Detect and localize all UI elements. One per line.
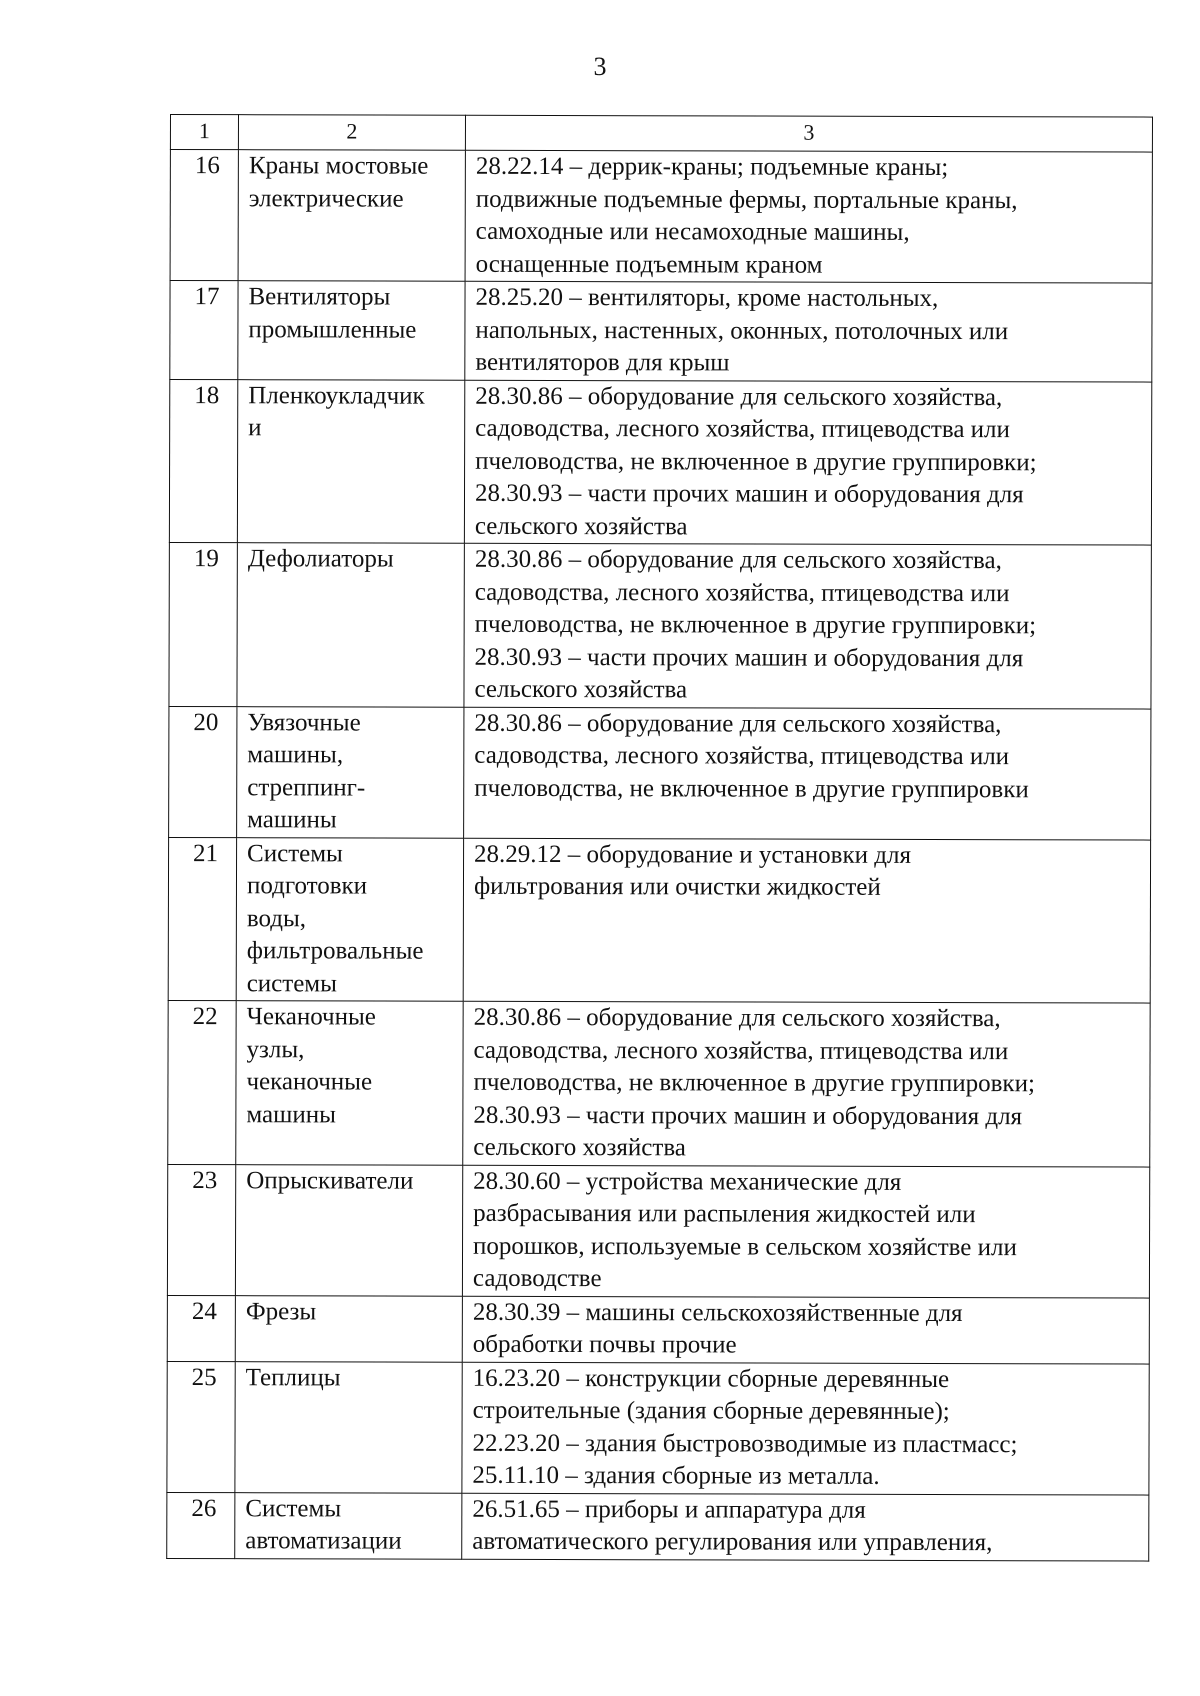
equipment-name [237, 543, 464, 707]
header-row [170, 115, 1152, 153]
table-row [167, 1295, 1149, 1364]
okpd-description [464, 380, 1151, 545]
okpd-description [465, 281, 1152, 381]
table-row [169, 706, 1151, 840]
okpd-description-line: пчеловодства, не включенное в другие группировки; [475, 447, 1037, 476]
okpd-description-line: оснащенные подъемным краном [475, 250, 823, 279]
equipment-name-line: электрические [248, 184, 404, 213]
okpd-description-line: 28.30.39 – машины сельскохозяйственные для [472, 1298, 963, 1327]
equipment-name-line: узлы, [246, 1035, 305, 1063]
okpd-description-line: сельского хозяйства [474, 675, 688, 704]
okpd-description-line: 22.23.20 – здания быстровозводимые из пластмасс; [472, 1429, 1018, 1458]
row-number [169, 379, 237, 543]
okpd-description-line: напольных, настенных, оконных, потолочных или [475, 316, 1009, 345]
okpd-description-line: разбрасывания или распыления жидкостей или [473, 1199, 976, 1229]
equipment-name [236, 1001, 463, 1165]
okpd-description-line: 26.51.65 – приборы и аппаратура для [472, 1495, 866, 1524]
equipment-name-line: Вентиляторы [248, 283, 391, 311]
table-body [167, 150, 1153, 1561]
row-number [168, 1000, 236, 1164]
column-header-number: 1 [170, 115, 238, 150]
okpd-description-line: 28.25.20 – вентиляторы, кроме настольных, [475, 283, 939, 313]
okpd-description-line: 28.29.12 – оборудование и установки для [474, 840, 912, 869]
okpd-description-line: фильтрования или очистки жидкостей [473, 872, 881, 901]
equipment-name-line: машины [246, 1100, 336, 1128]
okpd-description-line: 28.30.86 – оборудование для сельского хозяйства, [475, 382, 1003, 411]
row-number-text: 25 [191, 1363, 217, 1391]
equipment-name-line: и [248, 414, 262, 442]
equipment-name-line: автоматизации [245, 1527, 402, 1555]
row-number [167, 1164, 235, 1295]
okpd-description-line: пчеловодства, не включенное в другие группировки; [473, 1068, 1035, 1098]
row-number-text: 22 [192, 1003, 218, 1031]
okpd-description [462, 1165, 1149, 1298]
okpd-description [463, 838, 1150, 1003]
row-number [170, 150, 238, 281]
row-number-text: 19 [193, 545, 219, 573]
equipment-name [235, 1361, 462, 1493]
equipment-name-line: Системы [247, 839, 343, 867]
equipment-name [235, 1295, 462, 1362]
table-row [167, 1164, 1149, 1298]
table-row [167, 1361, 1149, 1495]
table-row [168, 837, 1150, 1003]
okpd-description [462, 1296, 1149, 1364]
okpd-description-line: садоводства, лесного хозяйства, птицеводства или [475, 414, 1010, 444]
okpd-description-line: обработки почвы прочие [472, 1330, 737, 1359]
okpd-description-line: 28.30.93 – части прочих машин и оборудования для [474, 479, 1024, 509]
page-number: 3 [593, 52, 607, 81]
equipment-name-line: Краны мостовые [248, 152, 429, 180]
okpd-description-line: 28.30.86 – оборудование для сельского хозяйства, [474, 545, 1002, 575]
okpd-description-line: 28.30.93 – части прочих машин и оборудования для [473, 1101, 1023, 1130]
equipment-name [235, 1492, 462, 1559]
equipment-name-line: Теплицы [245, 1363, 341, 1391]
okpd-description [464, 543, 1151, 708]
row-number-text: 20 [193, 708, 219, 736]
equipment-name [236, 837, 463, 1001]
okpd-description-line: 28.30.60 – устройства механические для [473, 1167, 902, 1196]
row-number-text: 18 [194, 381, 220, 409]
okpd-description-line: порошков, используемые в сельском хозяйстве или [473, 1232, 1017, 1261]
okpd-description [463, 1001, 1150, 1166]
okpd-description [465, 150, 1152, 283]
okpd-description-line: сельского хозяйства [474, 512, 688, 540]
equipment-name-line: машины, [247, 741, 344, 769]
equipment-name-line: машины [247, 806, 337, 834]
equipment-table [166, 114, 1153, 1561]
okpd-description-line: самоходные или несамоходные машины, [475, 217, 910, 246]
equipment-name-line: Чеканочные [246, 1003, 376, 1031]
okpd-description [464, 707, 1151, 840]
okpd-description [462, 1493, 1149, 1561]
okpd-description-line: 28.30.93 – части прочих машин и оборудования для [474, 643, 1024, 672]
okpd-description-line: автоматического регулирования или управления, [472, 1527, 993, 1557]
row-number [167, 1295, 235, 1361]
equipment-name-line: Системы [245, 1494, 342, 1522]
okpd-description-line: сельского хозяйства [473, 1133, 686, 1162]
equipment-name [238, 281, 465, 380]
equipment-name-line: стреппинг- [247, 773, 366, 802]
okpd-description [462, 1362, 1149, 1495]
okpd-description-line: садоводстве [472, 1264, 602, 1293]
equipment-name [235, 1164, 462, 1296]
row-number [167, 1492, 235, 1558]
equipment-name [237, 379, 464, 543]
okpd-description-line: 28.30.86 – оборудование для сельского хозяйства, [473, 1003, 1001, 1033]
table-header [170, 115, 1152, 153]
row-number-text: 16 [194, 152, 220, 180]
column-header-code: 3 [465, 115, 1152, 152]
okpd-description-line: садоводства, лесного хозяйства, птицеводства или [474, 741, 1010, 771]
row-number [168, 837, 236, 1001]
table-row [169, 542, 1151, 708]
row-number-text: 24 [191, 1297, 217, 1325]
equipment-name-line: Дефолиаторы [247, 545, 394, 573]
equipment-name-line: подготовки [246, 872, 368, 900]
equipment-name-line: Опрыскиватели [246, 1166, 414, 1195]
okpd-description-line: подвижные подъемные фермы, портальные краны, [475, 185, 1018, 214]
okpd-description-line: пчеловодства, не включенное в другие группировки; [474, 610, 1037, 640]
row-number-text: 21 [193, 839, 219, 867]
okpd-description-line: пчеловодства, не включенное в другие группировки [474, 774, 1029, 803]
equipment-name-line: чеканочные [246, 1068, 373, 1096]
equipment-name [237, 706, 464, 838]
row-number [170, 281, 238, 380]
row-number [167, 1361, 235, 1492]
okpd-description-line: садоводства, лесного хозяйства, птицеводства или [474, 578, 1010, 607]
equipment-name-line: воды, [246, 904, 307, 932]
okpd-description-line: вентиляторов для крыш [475, 348, 730, 377]
table-row [168, 1000, 1150, 1166]
equipment-name-line: Увязочные [247, 708, 361, 737]
okpd-description-line: садоводства, лесного хозяйства, птицеводства или [473, 1036, 1009, 1065]
equipment-name-line: системы [246, 969, 337, 997]
okpd-description-line: 16.23.20 – конструкции сборные деревянные [472, 1364, 950, 1393]
equipment-name-line: Пленкоукладчик [248, 381, 425, 410]
column-header-name: 2 [238, 115, 465, 151]
equipment-name-line: промышленные [248, 315, 417, 344]
table-row [169, 379, 1151, 545]
row-number-text: 23 [192, 1166, 218, 1194]
row-number [169, 542, 237, 706]
row-number [169, 706, 237, 837]
table-row [170, 281, 1152, 382]
table-row [167, 1492, 1149, 1561]
okpd-description-line: строительные (здания сборные деревянные); [472, 1396, 950, 1426]
okpd-description-line: 25.11.10 – здания сборные из металла. [472, 1461, 880, 1490]
equipment-name-line: Фрезы [245, 1297, 317, 1325]
okpd-description-line: 28.30.86 – оборудование для сельского хозяйства, [474, 709, 1002, 738]
row-number-text: 26 [191, 1494, 217, 1522]
row-number-text: 17 [194, 283, 220, 311]
equipment-name [238, 150, 465, 282]
okpd-description-line: 28.22.14 – деррик-краны; подъемные краны; [475, 152, 949, 182]
equipment-name-line: фильтровальные [246, 937, 424, 965]
table-row [170, 150, 1152, 284]
